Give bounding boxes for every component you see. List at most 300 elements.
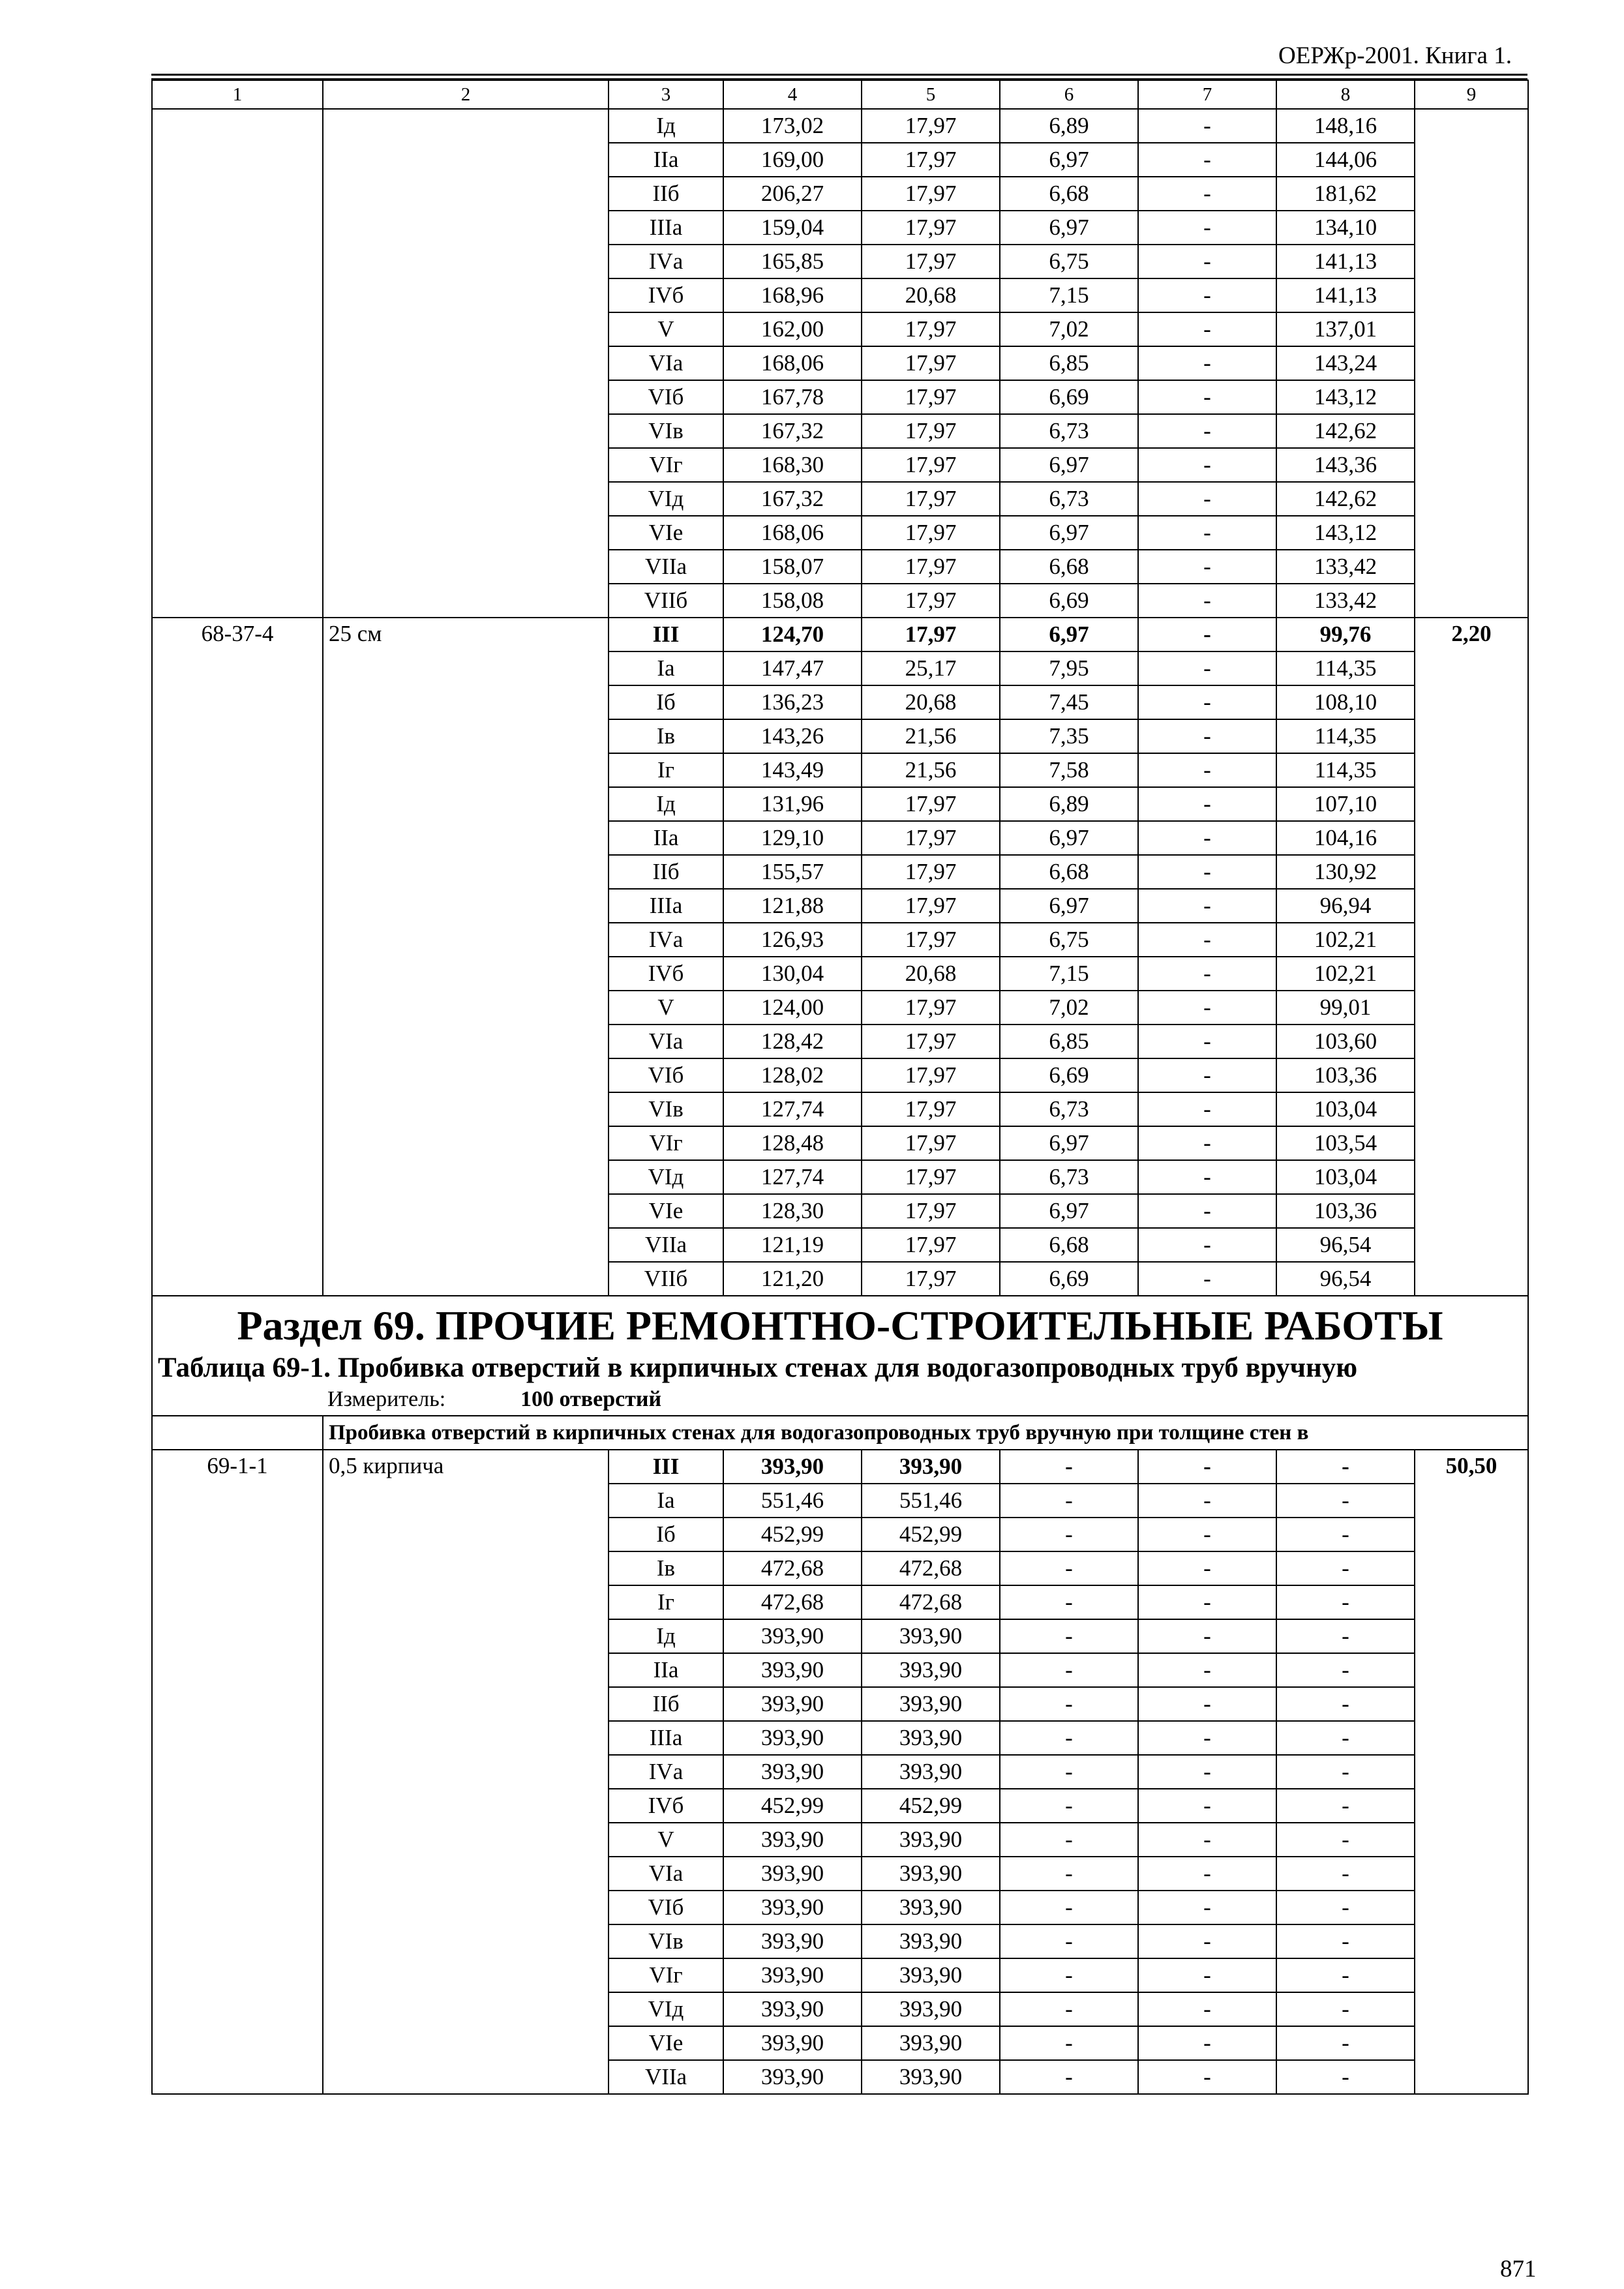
value-cell: - xyxy=(1138,312,1276,346)
value-cell: 21,56 xyxy=(862,719,1000,753)
value-cell: 393,90 xyxy=(862,1823,1000,1857)
value-cell: 393,90 xyxy=(862,1924,1000,1958)
zone-cell: IIб xyxy=(609,177,723,211)
value-cell: 17,97 xyxy=(862,1160,1000,1194)
value-cell: 17,97 xyxy=(862,618,1000,651)
value-cell: 452,99 xyxy=(862,1789,1000,1823)
value-cell: 121,20 xyxy=(723,1262,862,1296)
value-cell: 108,10 xyxy=(1276,685,1415,719)
zone-cell: IVб xyxy=(609,1789,723,1823)
value-cell: 141,13 xyxy=(1276,245,1415,278)
zone-cell: IIа xyxy=(609,821,723,855)
column-number: 5 xyxy=(862,80,1000,109)
zone-cell: IVа xyxy=(609,245,723,278)
column-number: 7 xyxy=(1138,80,1276,109)
value-cell: 17,97 xyxy=(862,991,1000,1025)
zone-cell: Iб xyxy=(609,1518,723,1551)
value-cell: - xyxy=(1276,1789,1415,1823)
value-cell: 17,97 xyxy=(862,346,1000,380)
value-cell: 103,54 xyxy=(1276,1126,1415,1160)
zone-cell: VIе xyxy=(609,1194,723,1228)
value-cell: 137,01 xyxy=(1276,312,1415,346)
zone-cell: IVа xyxy=(609,923,723,957)
value-cell: 17,97 xyxy=(862,516,1000,550)
value-cell: - xyxy=(1000,1992,1138,2026)
value-cell: 143,26 xyxy=(723,719,862,753)
value-cell: 393,90 xyxy=(862,1755,1000,1789)
value-cell: - xyxy=(1276,1484,1415,1518)
measure-line xyxy=(153,1385,1527,1415)
document-header: ОЕРЖр-2001. Книга 1. xyxy=(1278,42,1512,69)
value-cell: - xyxy=(1138,448,1276,482)
value-cell: - xyxy=(1000,1789,1138,1823)
zone-cell: VIе xyxy=(609,2026,723,2060)
value-cell: 393,90 xyxy=(862,1958,1000,1992)
value-cell: 102,21 xyxy=(1276,957,1415,991)
value-cell: 6,69 xyxy=(1000,584,1138,618)
value-cell: 452,99 xyxy=(723,1518,862,1551)
value-cell: 169,00 xyxy=(723,143,862,177)
value-cell: 7,58 xyxy=(1000,753,1138,787)
value-cell: - xyxy=(1000,1518,1138,1551)
value-cell: 452,99 xyxy=(723,1789,862,1823)
value-cell: - xyxy=(1138,550,1276,584)
value-cell: - xyxy=(1138,1262,1276,1296)
value-cell: - xyxy=(1000,1721,1138,1755)
zone-cell: VIIб xyxy=(609,1262,723,1296)
value-cell: - xyxy=(1138,278,1276,312)
zone-cell: VIг xyxy=(609,1958,723,1992)
value-cell: - xyxy=(1138,1857,1276,1891)
value-cell: - xyxy=(1138,855,1276,889)
zone-cell: VIб xyxy=(609,1058,723,1092)
value-cell: 141,13 xyxy=(1276,278,1415,312)
value-cell: 159,04 xyxy=(723,211,862,245)
value-cell: 6,97 xyxy=(1000,821,1138,855)
value-cell: - xyxy=(1276,1518,1415,1551)
value-cell: - xyxy=(1138,1789,1276,1823)
zone-cell: VIв xyxy=(609,1924,723,1958)
value-cell: 17,97 xyxy=(862,312,1000,346)
value-cell: 6,68 xyxy=(1000,550,1138,584)
zone-cell: VIIа xyxy=(609,1228,723,1262)
value-cell: - xyxy=(1276,1585,1415,1619)
value-cell: 121,88 xyxy=(723,889,862,923)
value-cell: - xyxy=(1138,177,1276,211)
value-cell: - xyxy=(1276,1551,1415,1585)
value-cell: - xyxy=(1138,1160,1276,1194)
value-cell: - xyxy=(1000,1857,1138,1891)
value-cell: 6,69 xyxy=(1000,380,1138,414)
value-cell: - xyxy=(1138,1687,1276,1721)
price-table xyxy=(151,80,1529,2095)
zone-cell: IIа xyxy=(609,143,723,177)
value-cell: 206,27 xyxy=(723,177,862,211)
column-number: 2 xyxy=(323,80,609,109)
value-cell: - xyxy=(1000,1585,1138,1619)
work-name-cell: 25 см xyxy=(323,618,609,1296)
value-cell: 147,47 xyxy=(723,651,862,685)
value-cell: 143,36 xyxy=(1276,448,1415,482)
rate-code-cell xyxy=(152,109,323,618)
value-cell: - xyxy=(1276,1653,1415,1687)
value-cell: - xyxy=(1138,1823,1276,1857)
zone-cell: Iд xyxy=(609,787,723,821)
value-cell: 393,90 xyxy=(723,1857,862,1891)
value-cell: 143,12 xyxy=(1276,516,1415,550)
value-cell: 158,07 xyxy=(723,550,862,584)
zone-cell: IIа xyxy=(609,1653,723,1687)
value-cell: 452,99 xyxy=(862,1518,1000,1551)
value-cell: - xyxy=(1138,1721,1276,1755)
value-cell: 6,68 xyxy=(1000,1228,1138,1262)
value-cell: 142,62 xyxy=(1276,482,1415,516)
value-cell: 25,17 xyxy=(862,651,1000,685)
zone-cell: Iа xyxy=(609,1484,723,1518)
value-cell: - xyxy=(1000,1619,1138,1653)
zone-cell: VIд xyxy=(609,1160,723,1194)
table-row xyxy=(152,109,1528,143)
value-cell: - xyxy=(1138,584,1276,618)
table-row xyxy=(152,618,1528,651)
value-cell: - xyxy=(1138,1755,1276,1789)
value-cell: 393,90 xyxy=(862,1687,1000,1721)
value-cell: 17,97 xyxy=(862,923,1000,957)
value-cell: 393,90 xyxy=(862,1653,1000,1687)
value-cell: 127,74 xyxy=(723,1160,862,1194)
value-cell: 393,90 xyxy=(862,1619,1000,1653)
value-cell: - xyxy=(1276,1721,1415,1755)
value-cell: 17,97 xyxy=(862,1194,1000,1228)
value-cell: 167,32 xyxy=(723,414,862,448)
value-cell: - xyxy=(1276,1992,1415,2026)
value-cell: 130,04 xyxy=(723,957,862,991)
value-cell: 472,68 xyxy=(862,1585,1000,1619)
value-cell: 126,93 xyxy=(723,923,862,957)
value-cell: 393,90 xyxy=(723,1891,862,1924)
value-cell: - xyxy=(1000,1924,1138,1958)
value-cell: 472,68 xyxy=(862,1551,1000,1585)
zone-cell: VIд xyxy=(609,482,723,516)
value-cell: - xyxy=(1276,1958,1415,1992)
measure-value: 100 отверстий xyxy=(520,1387,662,1411)
zone-cell: VIIа xyxy=(609,2060,723,2094)
value-cell: - xyxy=(1138,651,1276,685)
value-cell: 17,97 xyxy=(862,584,1000,618)
rate-code-cell: 69-1-1 xyxy=(152,1450,323,2094)
value-cell: - xyxy=(1138,1891,1276,1924)
column-number-row xyxy=(152,80,1528,109)
value-cell: 17,97 xyxy=(862,550,1000,584)
table-row xyxy=(152,1450,1528,1484)
value-cell: - xyxy=(1138,1484,1276,1518)
value-cell: 6,75 xyxy=(1000,923,1138,957)
value-cell: 393,90 xyxy=(723,2026,862,2060)
value-cell: - xyxy=(1138,1619,1276,1653)
value-cell: - xyxy=(1276,2026,1415,2060)
zone-cell: VIд xyxy=(609,1992,723,2026)
value-cell: 6,69 xyxy=(1000,1262,1138,1296)
zone-cell: VIв xyxy=(609,1092,723,1126)
value-cell: 7,35 xyxy=(1000,719,1138,753)
zone-cell: III xyxy=(609,618,723,651)
value-cell: 6,85 xyxy=(1000,1025,1138,1058)
value-cell: - xyxy=(1138,1551,1276,1585)
value-cell: 393,90 xyxy=(723,1450,862,1484)
value-cell: 162,00 xyxy=(723,312,862,346)
value-cell: 142,62 xyxy=(1276,414,1415,448)
value-cell: 6,89 xyxy=(1000,109,1138,143)
value-cell: - xyxy=(1000,1450,1138,1484)
column-number: 8 xyxy=(1276,80,1415,109)
zone-cell: Iг xyxy=(609,753,723,787)
zone-cell: VIа xyxy=(609,1025,723,1058)
work-name-cell xyxy=(323,109,609,618)
zone-cell: IIб xyxy=(609,855,723,889)
zone-cell: IVа xyxy=(609,1755,723,1789)
value-cell: 168,30 xyxy=(723,448,862,482)
value-cell: 103,60 xyxy=(1276,1025,1415,1058)
value-cell: 114,35 xyxy=(1276,753,1415,787)
value-cell: - xyxy=(1276,1687,1415,1721)
value-cell: 6,89 xyxy=(1000,787,1138,821)
value-cell: 104,16 xyxy=(1276,821,1415,855)
value-cell: 114,35 xyxy=(1276,719,1415,753)
value-cell: - xyxy=(1138,1585,1276,1619)
zone-cell: VIг xyxy=(609,1126,723,1160)
value-cell: 393,90 xyxy=(862,1450,1000,1484)
value-cell: - xyxy=(1138,2026,1276,2060)
value-cell: 103,36 xyxy=(1276,1194,1415,1228)
value-cell: 17,97 xyxy=(862,821,1000,855)
value-cell: - xyxy=(1138,516,1276,550)
value-cell: 7,15 xyxy=(1000,278,1138,312)
value-cell: - xyxy=(1138,719,1276,753)
zone-cell: IIIа xyxy=(609,1721,723,1755)
value-cell: 168,06 xyxy=(723,516,862,550)
value-cell: 181,62 xyxy=(1276,177,1415,211)
value-cell: 128,30 xyxy=(723,1194,862,1228)
zone-cell: V xyxy=(609,312,723,346)
zone-cell: IIIа xyxy=(609,889,723,923)
zone-cell: VIа xyxy=(609,1857,723,1891)
value-cell: 6,97 xyxy=(1000,448,1138,482)
value-cell: - xyxy=(1138,923,1276,957)
value-cell: 6,68 xyxy=(1000,855,1138,889)
section-header-row xyxy=(152,1296,1528,1416)
value-cell: 7,45 xyxy=(1000,685,1138,719)
value-cell: - xyxy=(1000,1653,1138,1687)
value-cell: 393,90 xyxy=(862,2060,1000,2094)
value-cell: 21,56 xyxy=(862,753,1000,787)
column-number: 3 xyxy=(609,80,723,109)
value-cell: 128,02 xyxy=(723,1058,862,1092)
value-cell: - xyxy=(1138,380,1276,414)
zone-cell: Iв xyxy=(609,1551,723,1585)
value-cell: 6,73 xyxy=(1000,1092,1138,1126)
zone-cell: Iд xyxy=(609,109,723,143)
value-cell: 6,85 xyxy=(1000,346,1138,380)
value-cell: 103,36 xyxy=(1276,1058,1415,1092)
value-cell: 17,97 xyxy=(862,448,1000,482)
value-cell: 96,54 xyxy=(1276,1262,1415,1296)
zone-cell: V xyxy=(609,1823,723,1857)
value-cell: - xyxy=(1000,1687,1138,1721)
description-row xyxy=(152,1416,1528,1450)
table-title: Таблица 69-1. Пробивка отверстий в кирпичных стенах для водогазопроводных труб вручную xyxy=(158,1353,1358,1383)
zone-cell: V xyxy=(609,991,723,1025)
value-cell: - xyxy=(1138,1653,1276,1687)
zone-cell: Iб xyxy=(609,685,723,719)
value-cell: 103,04 xyxy=(1276,1160,1415,1194)
value-cell: 133,42 xyxy=(1276,584,1415,618)
value-cell: - xyxy=(1000,1755,1138,1789)
value-cell: - xyxy=(1276,1823,1415,1857)
value-cell: 143,12 xyxy=(1276,380,1415,414)
column-number: 9 xyxy=(1415,80,1528,109)
value-cell: 6,69 xyxy=(1000,1058,1138,1092)
value-cell: 96,54 xyxy=(1276,1228,1415,1262)
value-cell: - xyxy=(1138,787,1276,821)
value-cell: 6,97 xyxy=(1000,143,1138,177)
value-cell: 167,32 xyxy=(723,482,862,516)
value-cell: 551,46 xyxy=(862,1484,1000,1518)
work-description: Пробивка отверстий в кирпичных стенах для водогазопроводных труб вручную при толщине стен в xyxy=(323,1416,1528,1450)
value-cell: - xyxy=(1138,1992,1276,2026)
value-cell: 472,68 xyxy=(723,1551,862,1585)
value-cell: 7,02 xyxy=(1000,312,1138,346)
value-cell: 136,23 xyxy=(723,685,862,719)
value-cell: - xyxy=(1276,2060,1415,2094)
value-cell: - xyxy=(1000,1891,1138,1924)
value-cell: 17,97 xyxy=(862,855,1000,889)
value-cell: - xyxy=(1138,753,1276,787)
value-cell: 393,90 xyxy=(862,1857,1000,1891)
value-cell: 393,90 xyxy=(723,1992,862,2026)
value-cell: 144,06 xyxy=(1276,143,1415,177)
value-cell: 17,97 xyxy=(862,1025,1000,1058)
value-cell: 393,90 xyxy=(723,1755,862,1789)
value-cell: 17,97 xyxy=(862,889,1000,923)
value-cell: 128,42 xyxy=(723,1025,862,1058)
value-cell: 99,76 xyxy=(1276,618,1415,651)
value-cell: 143,49 xyxy=(723,753,862,787)
zone-cell: VIб xyxy=(609,1891,723,1924)
value-cell: 103,04 xyxy=(1276,1092,1415,1126)
value-cell: - xyxy=(1000,1958,1138,1992)
value-cell: 6,73 xyxy=(1000,414,1138,448)
rate-code-cell: 68-37-4 xyxy=(152,618,323,1296)
value-cell: 17,97 xyxy=(862,482,1000,516)
value-cell: 99,01 xyxy=(1276,991,1415,1025)
column-number: 1 xyxy=(152,80,323,109)
value-cell: 17,97 xyxy=(862,787,1000,821)
value-cell: - xyxy=(1000,1551,1138,1585)
value-cell: 6,68 xyxy=(1000,177,1138,211)
zone-cell: IIб xyxy=(609,1687,723,1721)
value-cell: 124,70 xyxy=(723,618,862,651)
value-cell: 148,16 xyxy=(1276,109,1415,143)
value-cell: 6,73 xyxy=(1000,1160,1138,1194)
value-cell: - xyxy=(1276,1450,1415,1484)
value-cell: 165,85 xyxy=(723,245,862,278)
value-cell: 6,97 xyxy=(1000,211,1138,245)
value-cell: 6,97 xyxy=(1000,618,1138,651)
value-cell: 393,90 xyxy=(862,1992,1000,2026)
value-cell: - xyxy=(1138,821,1276,855)
value-cell: - xyxy=(1000,1484,1138,1518)
labor-cost-cell: 50,50 xyxy=(1415,1450,1528,2094)
value-cell: - xyxy=(1138,1958,1276,1992)
zone-cell: IVб xyxy=(609,957,723,991)
value-cell: 551,46 xyxy=(723,1484,862,1518)
value-cell: - xyxy=(1138,685,1276,719)
column-number: 4 xyxy=(723,80,862,109)
value-cell: 107,10 xyxy=(1276,787,1415,821)
value-cell: - xyxy=(1138,618,1276,651)
header-rule xyxy=(151,74,1527,76)
value-cell: 17,97 xyxy=(862,143,1000,177)
value-cell: - xyxy=(1138,1126,1276,1160)
value-cell: 17,97 xyxy=(862,1228,1000,1262)
value-cell: - xyxy=(1276,1924,1415,1958)
value-cell: 121,19 xyxy=(723,1228,862,1262)
value-cell: 17,97 xyxy=(862,1058,1000,1092)
value-cell: 20,68 xyxy=(862,278,1000,312)
value-cell: - xyxy=(1276,1619,1415,1653)
value-cell: 167,78 xyxy=(723,380,862,414)
value-cell: - xyxy=(1138,957,1276,991)
zone-cell: VIв xyxy=(609,414,723,448)
section-title: Раздел 69. ПРОЧИЕ РЕМОНТНО-СТРОИТЕЛЬНЫЕ РАБОТЫ xyxy=(237,1302,1443,1349)
value-cell: 173,02 xyxy=(723,109,862,143)
value-cell: 393,90 xyxy=(723,1687,862,1721)
value-cell: - xyxy=(1276,1755,1415,1789)
value-cell: 6,97 xyxy=(1000,1194,1138,1228)
value-cell: 129,10 xyxy=(723,821,862,855)
value-cell: - xyxy=(1138,1194,1276,1228)
value-cell: 7,95 xyxy=(1000,651,1138,685)
value-cell: - xyxy=(1276,1891,1415,1924)
value-cell: - xyxy=(1138,211,1276,245)
value-cell: 6,97 xyxy=(1000,516,1138,550)
zone-cell: IIIа xyxy=(609,211,723,245)
value-cell: - xyxy=(1138,1092,1276,1126)
measure-label: Измеритель: xyxy=(327,1387,446,1411)
value-cell: 155,57 xyxy=(723,855,862,889)
value-cell: 393,90 xyxy=(723,1958,862,1992)
value-cell: 127,74 xyxy=(723,1092,862,1126)
value-cell: - xyxy=(1000,1823,1138,1857)
value-cell: - xyxy=(1138,414,1276,448)
value-cell: - xyxy=(1000,2026,1138,2060)
value-cell: - xyxy=(1138,1058,1276,1092)
labor-cost-cell xyxy=(1415,109,1528,618)
value-cell: 20,68 xyxy=(862,957,1000,991)
work-name-cell: 0,5 кирпича xyxy=(323,1450,609,2094)
value-cell: 134,10 xyxy=(1276,211,1415,245)
value-cell: 131,96 xyxy=(723,787,862,821)
value-cell: 17,97 xyxy=(862,177,1000,211)
value-cell: 6,75 xyxy=(1000,245,1138,278)
value-cell: 17,97 xyxy=(862,1262,1000,1296)
value-cell: 96,94 xyxy=(1276,889,1415,923)
value-cell: 133,42 xyxy=(1276,550,1415,584)
value-cell: 130,92 xyxy=(1276,855,1415,889)
zone-cell: Iа xyxy=(609,651,723,685)
value-cell: - xyxy=(1276,1857,1415,1891)
value-cell: 143,24 xyxy=(1276,346,1415,380)
